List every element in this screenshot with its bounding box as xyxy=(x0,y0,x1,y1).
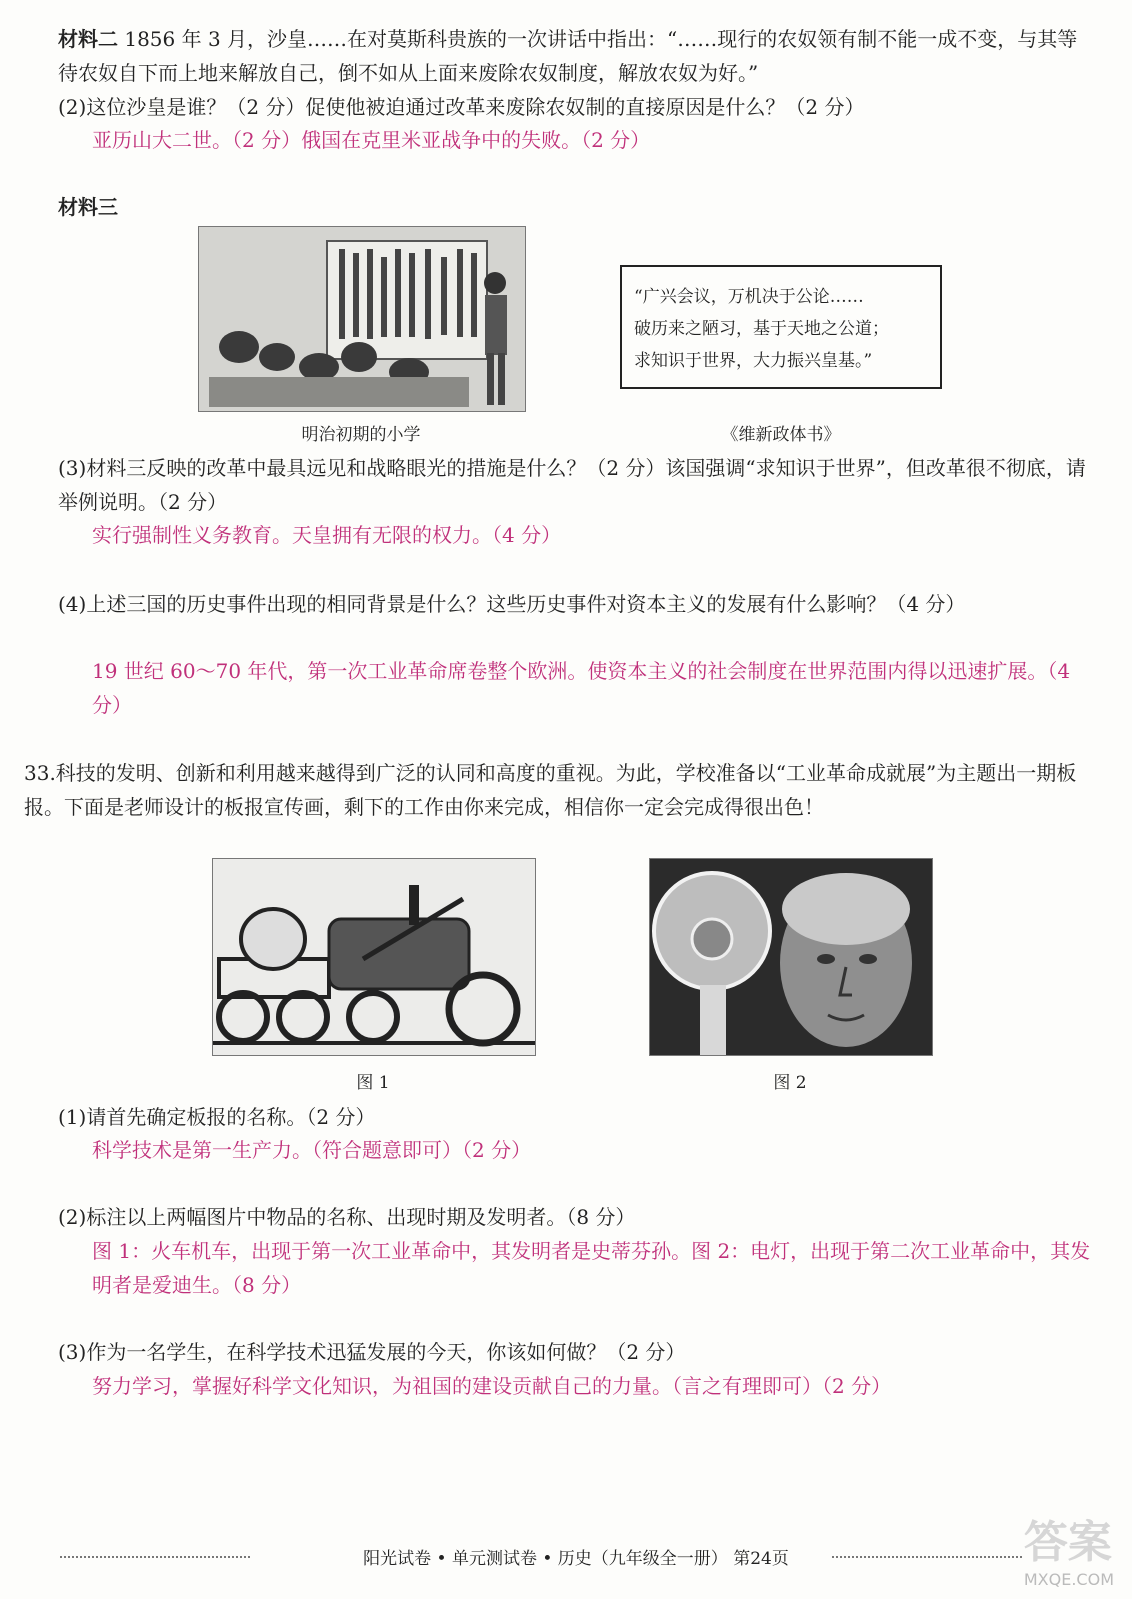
quote-line: “广兴会议，万机决于公论…… xyxy=(634,287,864,307)
material2-paragraph xyxy=(58,22,1094,90)
q33-s3-question: (3)作为一名学生，在科学技术迅猛发展的今天，你该如何做？（2 分） xyxy=(58,1340,686,1364)
meiji-school-caption: 明治初期的小学 xyxy=(301,425,421,445)
edison-lightbulb-picture xyxy=(649,858,933,1056)
q4-answer: 19 世纪 60～70 年代，第一次工业革命席卷整个欧洲。使资本主义的社会制度在世界范围内得以迅速扩展。（4 分） xyxy=(92,659,1071,717)
q33-intro: 33.科技的发明、创新和利用越来越得到广泛的认同和高度的重视。为此，学校准备以“工业革命成就展”为主题出一期板报。下面是老师设计的板报宣传画，剩下的工作由你来完成，相信你一定会完成得很出色！ xyxy=(24,761,1077,819)
quote-line: 破历来之陋习，基于天地之公道； xyxy=(634,319,889,339)
footer-divider-left xyxy=(60,1556,250,1558)
material2-text: 1856 年 3 月，沙皇……在对莫斯科贵族的一次讲话中指出：“……现行的农奴领有制不能一成不变，与其等待农奴自下而上地来解放自己，倒不如从上面来废除农奴制度，解放农奴为好。” xyxy=(58,27,1078,85)
material3-label: 材料三 xyxy=(58,195,118,219)
q33-s3-answer: 努力学习，掌握好科学文化知识，为祖国的建设贡献自己的力量。（言之有理即可）（2 分） xyxy=(92,1374,892,1398)
q4-question: (4)上述三国的历史事件出现的相同背景是什么？这些历史事件对资本主义的发展有什么影响？（4 分） xyxy=(58,592,966,616)
q2-question: (2)这位沙皇是谁？（2 分）促使他被迫通过改革来废除农奴制的直接原因是什么？（2 分） xyxy=(58,95,865,119)
material2-label: 材料二 xyxy=(58,27,118,51)
q33-s2-answer: 图 1：火车机车，出现于第一次工业革命中，其发明者是史蒂芬孙。图 2：电灯，出现于第二次工业革命中，其发明者是爱迪生。（8 分） xyxy=(92,1239,1091,1297)
lightbulb-portrait-image xyxy=(650,859,932,1055)
q33-s2-question: (2)标注以上两幅图片中物品的名称、出现时期及发明者。（8 分） xyxy=(58,1205,636,1229)
watermark-logo: 答案 xyxy=(1023,1517,1112,1568)
quote-line: 求知识于世界，大力振兴皇基。” xyxy=(634,351,873,371)
footer-divider-right xyxy=(832,1556,1022,1558)
footer-text: 阳光试卷 • 单元测试卷 • 历史（九年级全一册） 第24页 xyxy=(363,1549,789,1569)
school-scene-image xyxy=(199,227,525,411)
restoration-quote-box xyxy=(620,265,942,389)
quote-caption: 《维新政体书》 xyxy=(721,425,841,445)
q2-answer: 亚历山大二世。（2 分）俄国在克里米亚战争中的失败。（2 分） xyxy=(92,128,651,152)
meiji-school-photo xyxy=(198,226,526,412)
locomotive-image xyxy=(213,859,535,1055)
figure2-caption: 图 2 xyxy=(773,1073,807,1093)
locomotive-picture xyxy=(212,858,536,1056)
watermark xyxy=(1024,1506,1114,1589)
q3-answer: 实行强制性义务教育。天皇拥有无限的权力。（4 分） xyxy=(92,523,562,547)
watermark-url: MXQE.COM xyxy=(1023,1570,1114,1589)
q33-s1-question: (1)请首先确定板报的名称。（2 分） xyxy=(58,1105,376,1129)
q3-question: (3)材料三反映的改革中最具远见和战略眼光的措施是什么？（2 分）该国强调“求知识于世界”，但改革很不彻底，请举例说明。（2 分） xyxy=(58,456,1086,514)
q33-s1-answer: 科学技术是第一生产力。（符合题意即可）（2 分） xyxy=(92,1138,532,1162)
page-footer xyxy=(60,1544,1092,1568)
figure1-caption: 图 1 xyxy=(356,1073,390,1093)
